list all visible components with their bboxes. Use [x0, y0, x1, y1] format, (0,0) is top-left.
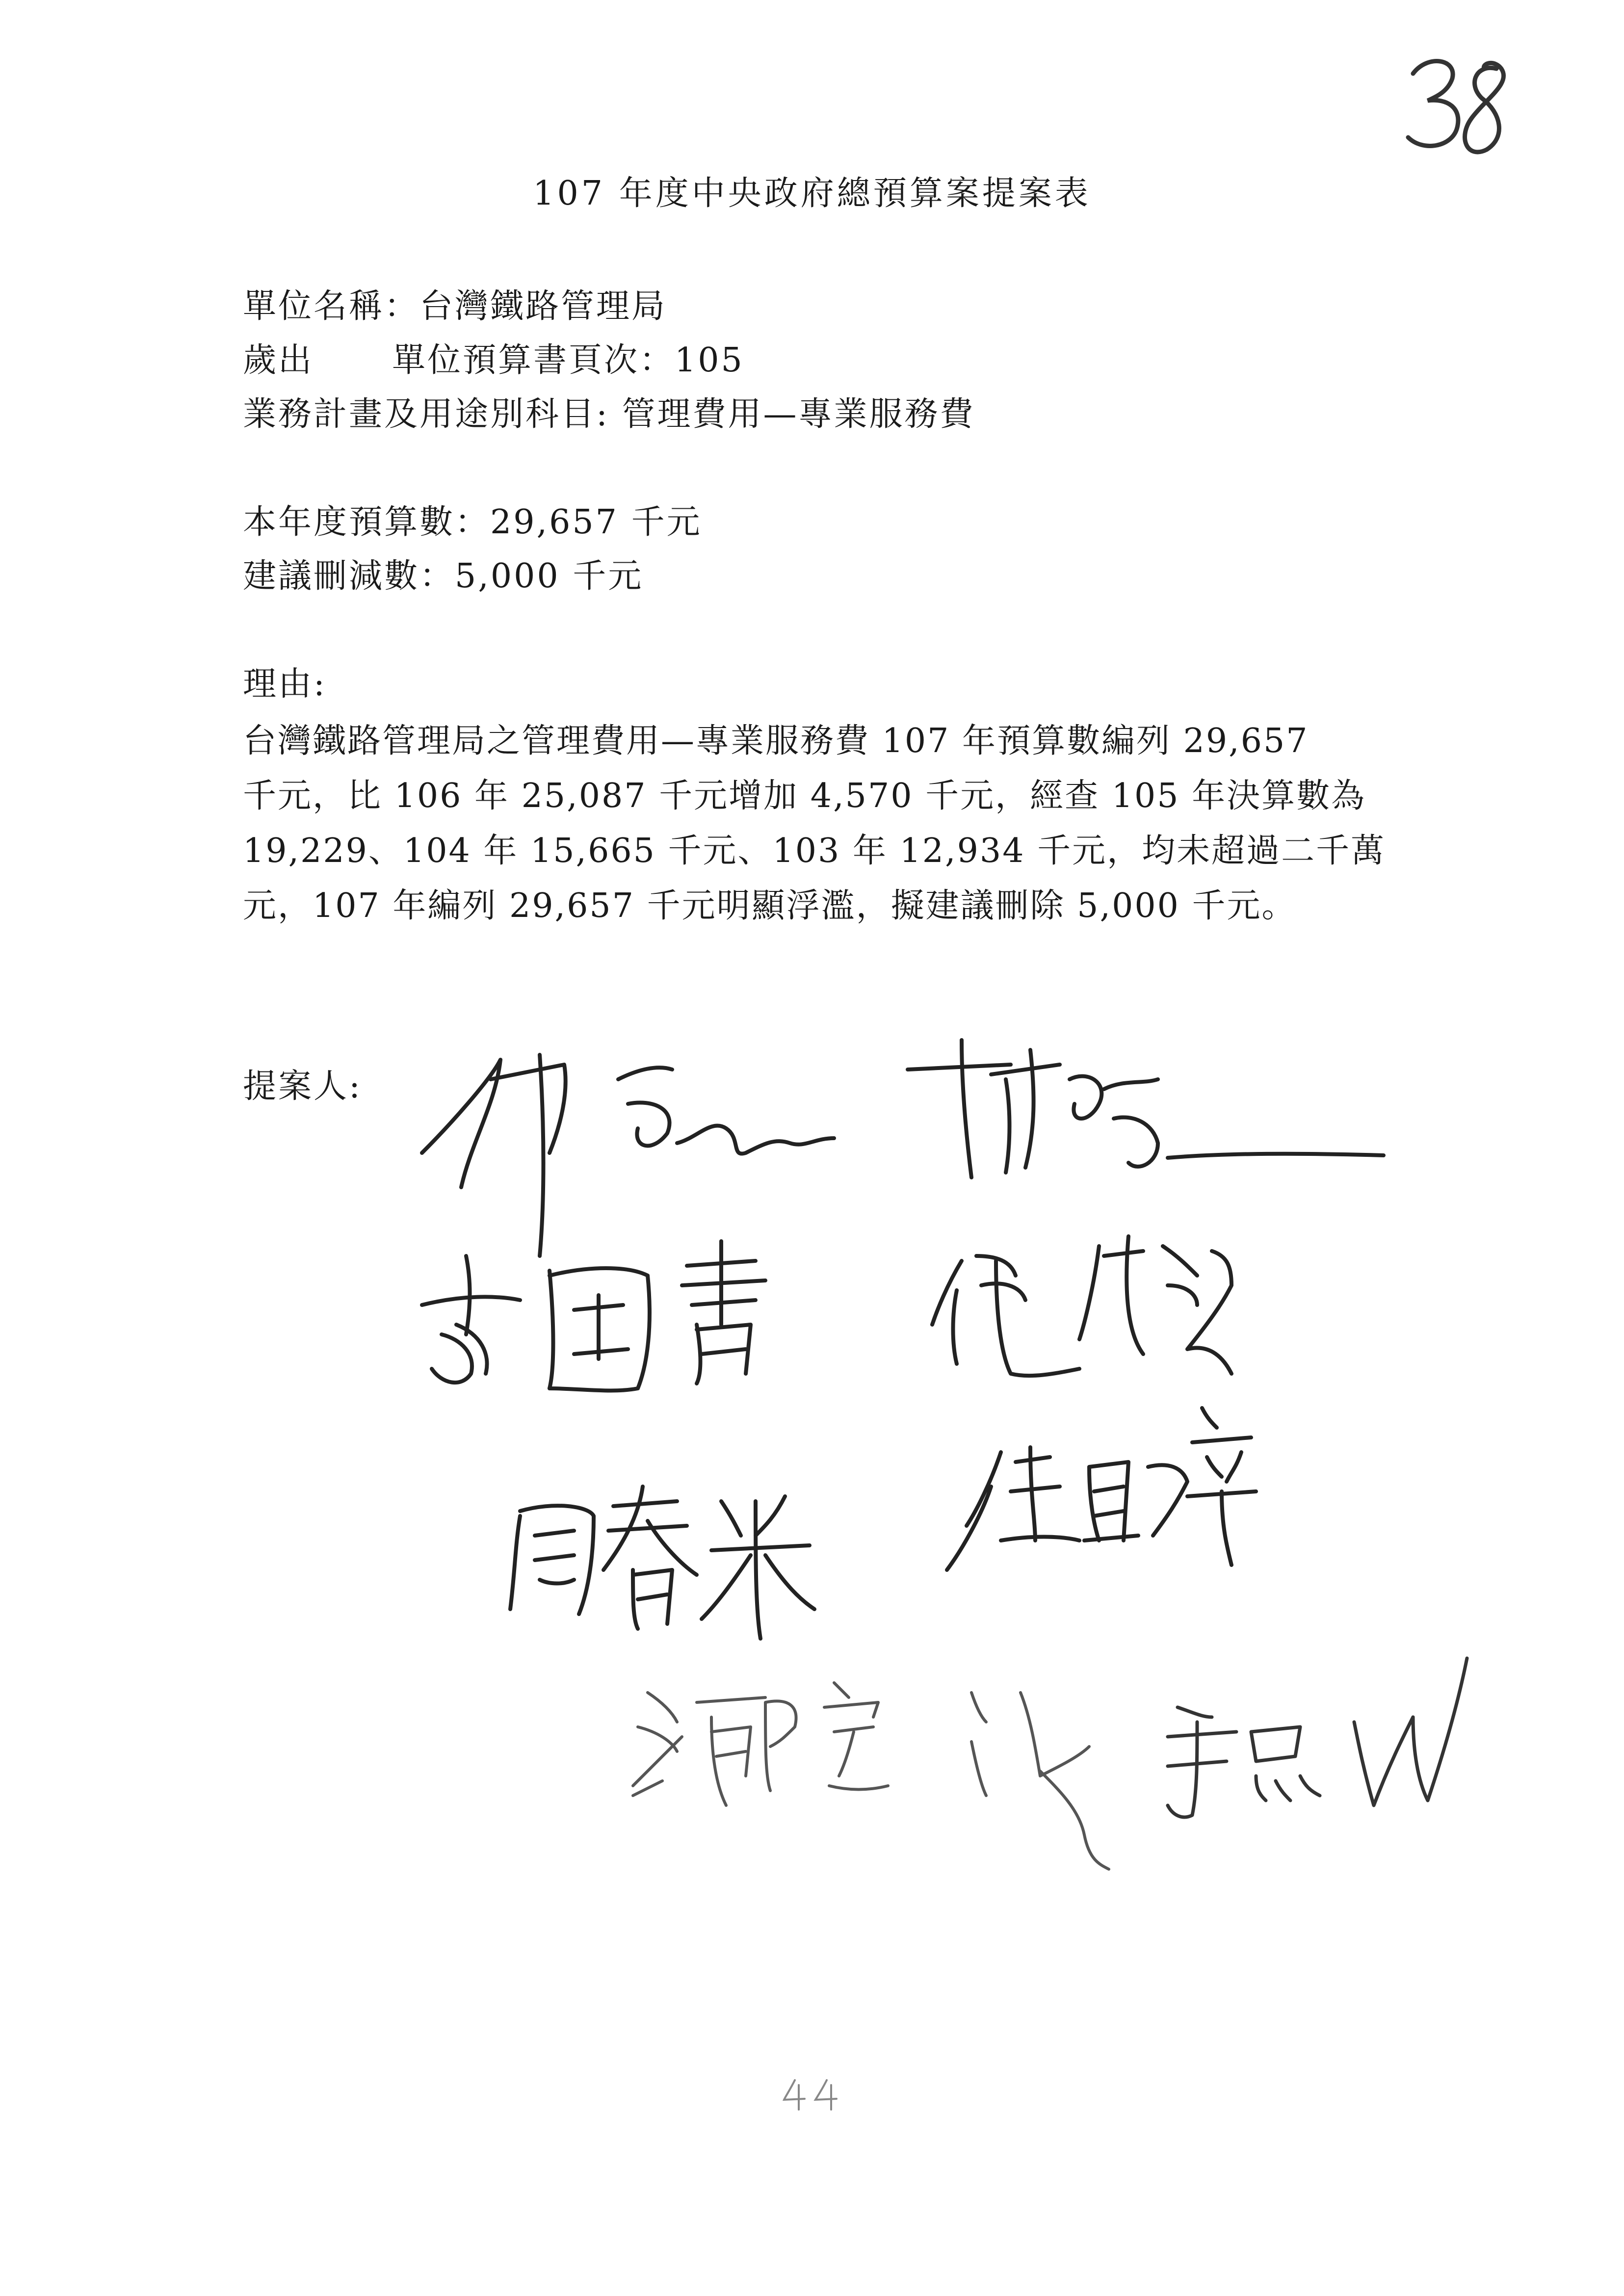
reason-line: 千元，比 106 年 25,087 千元增加 4,570 千元，經查 105 年決算數為	[243, 777, 1366, 815]
handwritten-page-number	[1384, 29, 1531, 177]
signature-5	[510, 1487, 814, 1639]
document-title: 107 年度中央政府總預算案提案表	[533, 174, 1091, 213]
reason-paragraph	[243, 714, 1386, 934]
cut-label: 建議刪減數：	[243, 557, 455, 596]
plan-value: 管理費用—專業服務費	[622, 395, 975, 434]
expenditure-label: 歲出	[243, 341, 314, 380]
signature-6	[947, 1408, 1256, 1570]
handwritten-footer-number	[780, 2070, 849, 2114]
signature-8	[1168, 1658, 1467, 1817]
cut-row	[243, 549, 643, 597]
unit-value: 台灣鐵路管理局	[419, 287, 667, 326]
plan-label: 業務計畫及用途別科目:	[243, 395, 609, 434]
reason-line: 台灣鐵路管理局之管理費用—專業服務費 107 年預算數編列 29,657	[243, 722, 1309, 760]
cut-value: 5,000 千元	[455, 557, 644, 596]
unit-row	[243, 280, 667, 327]
budget-label: 本年度預算數：	[243, 503, 491, 542]
expenditure-row	[243, 334, 744, 381]
budget-page-label: 單位預算書頁次：	[392, 341, 675, 380]
reason-label: 理由:	[243, 665, 327, 704]
signature-7	[633, 1683, 1109, 1869]
signature-4	[932, 1236, 1231, 1376]
proposers-label: 提案人:	[243, 1067, 362, 1106]
budget-row	[243, 496, 702, 543]
reason-line: 19,229、104 年 15,665 千元、103 年 12,934 千元，均未超過二千萬	[243, 832, 1386, 870]
unit-label: 單位名稱：	[243, 287, 420, 326]
signature-2	[908, 1040, 1384, 1177]
plan-row	[243, 388, 975, 435]
budget-page-value: 105	[675, 341, 744, 380]
signature-3	[422, 1241, 765, 1390]
signature-1	[422, 1055, 834, 1256]
reason-line: 元，107 年編列 29,657 千元明顯浮濫，擬建議刪除 5,000 千元。	[243, 887, 1297, 925]
budget-value: 29,657 千元	[490, 503, 702, 542]
